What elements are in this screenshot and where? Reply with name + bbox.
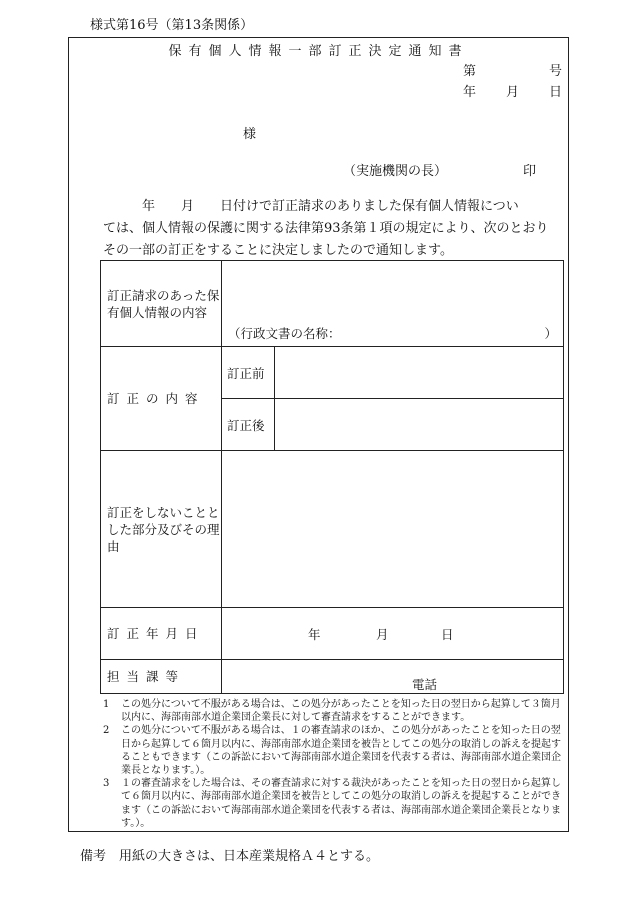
body-line: その一部の訂正をすることに決定しましたので通知します。 bbox=[103, 243, 453, 258]
before-correction-value bbox=[275, 347, 564, 399]
issue-year: 年 bbox=[463, 85, 477, 100]
after-correction-value bbox=[275, 399, 564, 451]
correction-date-label: 訂正年月日 bbox=[101, 608, 222, 660]
number-dai: 第 bbox=[463, 64, 477, 79]
body-line: 年 月 日付けで訂正請求のありました保有個人情報につい bbox=[103, 199, 519, 214]
uncorrected-part-label: 訂正をしないこととした部分及びその理由 bbox=[101, 451, 222, 608]
note-text: この処分について不服がある場合は、１の審査請求のほか、この処分があったことを知った日の翌日から起算して６箇月以内に、海部南部水道企業団を被告としてこの処分の取消しの訴えを提起することもできます（この訴訟において海部南部水道企業団を代表する者は、海部南部水道企業団企業長となります。）。 bbox=[121, 725, 561, 777]
doc-name-label: （行政文書の名称： bbox=[228, 326, 341, 341]
doc-name-close: ） bbox=[544, 326, 557, 341]
notice-form-frame bbox=[68, 37, 569, 832]
before-correction-label: 訂正前 bbox=[222, 347, 275, 399]
correction-year: 年 bbox=[308, 626, 321, 642]
note-item bbox=[103, 777, 563, 830]
department-value bbox=[222, 660, 564, 694]
issue-month: 月 bbox=[506, 85, 520, 100]
note-item bbox=[103, 698, 563, 724]
issue-date bbox=[463, 81, 563, 100]
after-correction-label: 訂正後 bbox=[222, 399, 275, 451]
note-number: 3 bbox=[103, 778, 110, 790]
requested-info-label: 訂正請求のあった保有個人情報の内容 bbox=[101, 261, 222, 347]
correction-content-label: 訂正の内容 bbox=[101, 347, 222, 451]
department-label: 担当課等 bbox=[101, 660, 222, 694]
document-title: 保有個人情報一部訂正決定通知書 bbox=[168, 44, 469, 59]
uncorrected-part-value bbox=[222, 451, 564, 608]
correction-date-value bbox=[222, 608, 564, 660]
number-go: 号 bbox=[549, 64, 563, 79]
details-table bbox=[100, 260, 564, 694]
remark-text: 備考 用紙の大きさは、日本産業規格Ａ４とする。 bbox=[80, 849, 380, 864]
body-line: ては、個人情報の保護に関する法律第93条第１項の規定により、次のとおり bbox=[103, 221, 549, 236]
agency-head: （実施機関の長） bbox=[343, 164, 448, 179]
note-number: 2 bbox=[103, 725, 110, 737]
issue-day: 日 bbox=[549, 85, 563, 100]
phone-label: 電話 bbox=[412, 677, 438, 692]
notes-section bbox=[103, 698, 563, 830]
note-item bbox=[103, 724, 563, 777]
notice-body bbox=[103, 196, 563, 262]
seal-mark: 印 bbox=[523, 164, 537, 179]
form-number-label: 様式第16号（第13条関係） bbox=[90, 18, 254, 33]
correction-month: 月 bbox=[376, 626, 389, 642]
addressee-suffix: 様 bbox=[243, 127, 257, 142]
correction-day: 日 bbox=[441, 626, 454, 642]
note-text: この処分について不服がある場合は、この処分があったことを知った日の翌日から起算して３箇月以内に、海部南部水道企業団企業長に対して審査請求をすることができます。 bbox=[121, 699, 561, 724]
note-text: １の審査請求をした場合は、その審査請求に対する裁決があったことを知った日の翌日から起算して６箇月以内に、海部南部水道企業団を被告としてこの処分の取消しの訴えを提起することができます（この訴訟において海部南部水道企業団を代表する者は、海部南部水道企業団企業長となります。）。 bbox=[121, 778, 561, 829]
note-number: 1 bbox=[103, 699, 110, 710]
requested-info-cell bbox=[222, 261, 564, 347]
